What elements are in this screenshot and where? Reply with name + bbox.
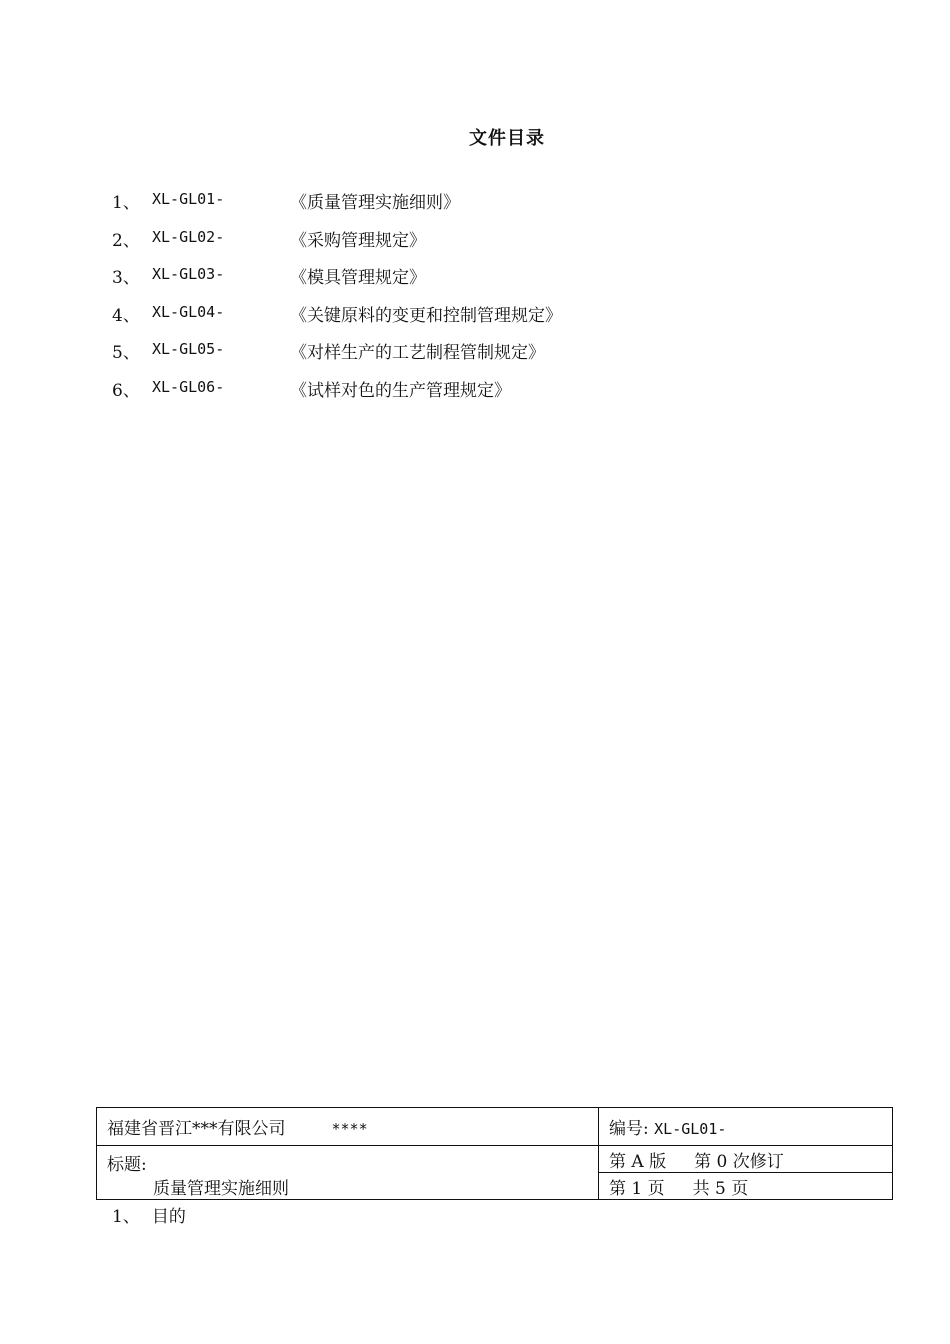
toc-item-name: 《质量管理实施细则》 xyxy=(290,193,460,213)
toc-item-code: XL-GL06- xyxy=(152,377,225,396)
document-code-label: 编号: xyxy=(609,1119,649,1139)
toc-item-number: 1、 xyxy=(112,193,140,213)
page-cell xyxy=(599,1173,893,1200)
company-cell xyxy=(97,1108,599,1146)
company-suffix: **** xyxy=(331,1120,368,1138)
toc-item-name: 《试样对色的生产管理规定》 xyxy=(290,380,511,401)
toc-item-name: 《对样生产的工艺制程管制规定》 xyxy=(290,343,545,363)
section-heading xyxy=(112,1202,186,1227)
toc-item-number: 5、 xyxy=(112,343,140,363)
title-label: 标题: xyxy=(107,1155,147,1175)
page-number-text: 第 1 页 xyxy=(609,1178,665,1199)
document-code-value: XL-GL01- xyxy=(654,1120,727,1138)
toc-item-name: 《模具管理规定》 xyxy=(290,268,426,288)
toc-item-number: 6、 xyxy=(112,380,140,401)
document-code-cell xyxy=(599,1108,893,1146)
toc-item-name: 《采购管理规定》 xyxy=(290,230,426,251)
toc-item-code: XL-GL02- xyxy=(152,227,225,246)
toc-item-number: 4、 xyxy=(112,305,140,326)
title-cell xyxy=(97,1146,599,1200)
edition-cell xyxy=(599,1146,893,1173)
edition-text: 第 A 版 xyxy=(609,1151,667,1172)
page-title: 文件目录 xyxy=(469,128,545,149)
document-header-table xyxy=(96,1107,893,1200)
toc-item-code: XL-GL05- xyxy=(152,340,225,358)
toc-item-number: 3、 xyxy=(112,268,140,288)
document-title: 质量管理实施细则 xyxy=(153,1179,289,1199)
company-name: 福建省晋江***有限公司 xyxy=(107,1119,286,1139)
page-total-text: 共 5 页 xyxy=(692,1178,749,1199)
section-title: 目的 xyxy=(151,1207,186,1227)
toc-item-code: XL-GL03- xyxy=(152,265,225,283)
section-number: 1、 xyxy=(112,1207,140,1227)
toc-item-number: 2、 xyxy=(112,230,140,251)
toc-item-name: 《关键原料的变更和控制管理规定》 xyxy=(290,305,562,326)
toc-item-code: XL-GL01- xyxy=(152,190,225,208)
toc-item-code: XL-GL04- xyxy=(152,302,225,321)
revision-text: 第 0 次修订 xyxy=(694,1151,784,1172)
